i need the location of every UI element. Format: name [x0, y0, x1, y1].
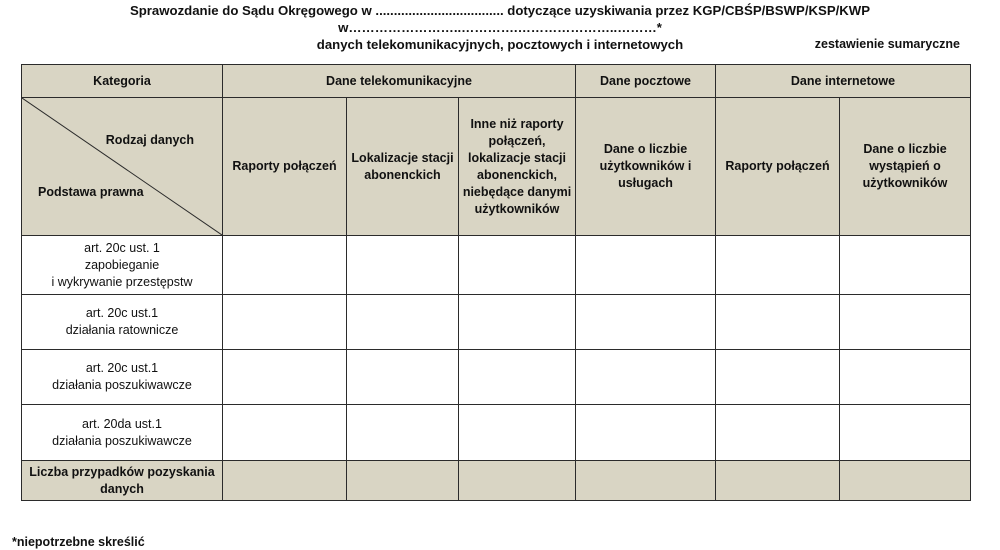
total-cell[interactable] [716, 461, 840, 501]
data-cell[interactable] [459, 295, 576, 350]
subheader-telecom-other: Inne niż raporty połączeń, lokalizacje stacji abonenckich, niebędące danymi użytkowników [459, 98, 576, 236]
diagonal-header-cell [22, 98, 223, 236]
subheader-telecom-location: Lokalizacje stacji abonenckich [347, 98, 459, 236]
total-cell[interactable] [223, 461, 347, 501]
table-row [22, 405, 971, 461]
header-postal: Dane pocztowe [576, 65, 716, 98]
row-label: art. 20c ust.1 działania ratownicze [22, 295, 223, 350]
header-category: Kategoria [22, 65, 223, 98]
table-row [22, 236, 971, 295]
data-cell[interactable] [459, 405, 576, 461]
total-row [22, 461, 971, 501]
data-cell[interactable] [223, 350, 347, 405]
data-cell[interactable] [716, 236, 840, 295]
header-telecom: Dane telekomunikacyjne [223, 65, 576, 98]
data-cell[interactable] [459, 350, 576, 405]
data-cell[interactable] [347, 405, 459, 461]
total-cell[interactable] [459, 461, 576, 501]
data-cell[interactable] [223, 236, 347, 295]
subheader-telecom-reports: Raporty połączeń [223, 98, 347, 236]
subheader-row [22, 98, 971, 236]
footnote: *niepotrzebne skreślić [12, 535, 145, 549]
data-cell[interactable] [347, 236, 459, 295]
subheader-internet-reports: Raporty połączeń [716, 98, 840, 236]
total-cell[interactable] [576, 461, 716, 501]
data-cell[interactable] [716, 405, 840, 461]
header-internet: Dane internetowe [716, 65, 971, 98]
diag-label-data-type: Rodzaj danych [105, 133, 194, 147]
data-cell[interactable] [347, 295, 459, 350]
subheader-postal-users: Dane o liczbie użytkowników i usługach [576, 98, 716, 236]
data-cell[interactable] [840, 295, 971, 350]
data-cell[interactable] [347, 350, 459, 405]
data-cell[interactable] [576, 350, 716, 405]
group-header-row [22, 65, 971, 98]
total-label: Liczba przypadków pozyskania danych [22, 461, 223, 501]
table-row [22, 350, 971, 405]
row-label: art. 20c ust. 1 zapobieganie i wykrywanie przestępstw [22, 236, 223, 295]
data-cell[interactable] [459, 236, 576, 295]
diag-label-legal-basis: Podstawa prawna [38, 185, 144, 199]
data-cell[interactable] [223, 405, 347, 461]
row-label: art. 20da ust.1 działania poszukiwawcze [22, 405, 223, 461]
data-cell[interactable] [716, 295, 840, 350]
total-cell[interactable] [840, 461, 971, 501]
table-row [22, 295, 971, 350]
diagonal-line [22, 98, 222, 235]
data-cell[interactable] [576, 405, 716, 461]
data-cell[interactable] [223, 295, 347, 350]
row-label: art. 20c ust.1 działania poszukiwawcze [22, 350, 223, 405]
data-cell[interactable] [576, 295, 716, 350]
title-line-1: Sprawozdanie do Sądu Okręgowego w ................................... dotyczące uzyskiwania przez KGP/CBŚP/BSWP/KSP/KWP w……………………..………….…………………..………* [129, 3, 871, 35]
data-cell[interactable] [840, 350, 971, 405]
data-cell[interactable] [840, 405, 971, 461]
data-cell[interactable] [840, 236, 971, 295]
report-table [21, 64, 971, 501]
data-cell[interactable] [576, 236, 716, 295]
subheader-internet-occurrences: Dane o liczbie wystąpień o użytkowników [840, 98, 971, 236]
data-cell[interactable] [716, 350, 840, 405]
total-cell[interactable] [347, 461, 459, 501]
subtitle: zestawienie sumaryczne [814, 37, 960, 51]
title-line-2: danych telekomunikacyjnych, pocztowych i internetowych [316, 37, 684, 52]
